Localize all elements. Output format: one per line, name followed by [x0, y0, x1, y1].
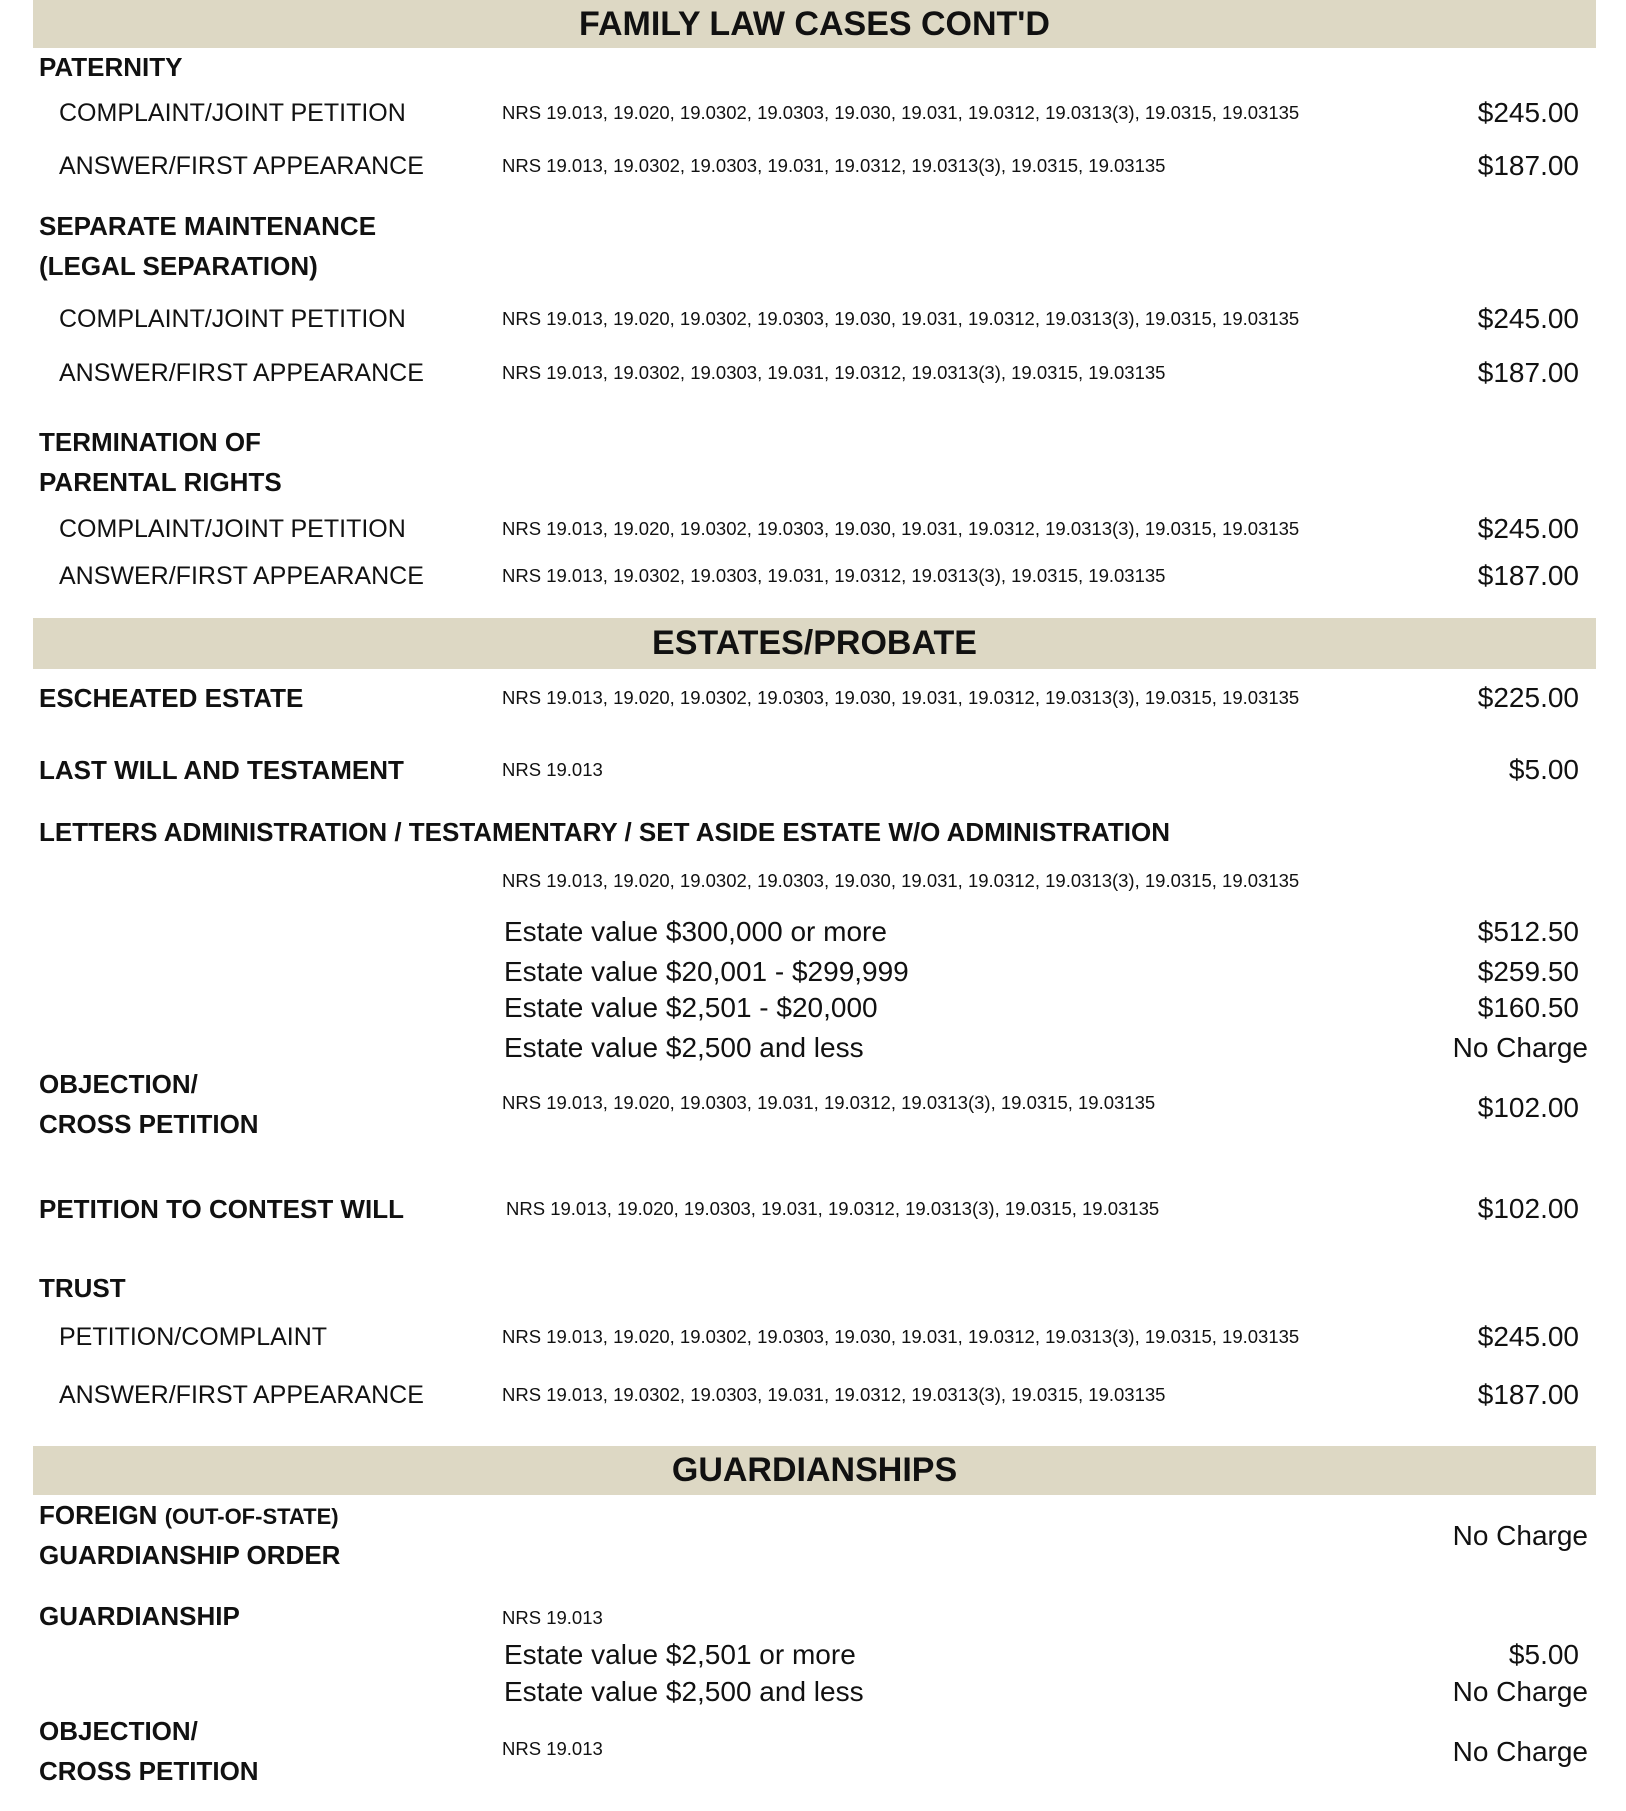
separate-maintenance-title: SEPARATE MAINTENANCE	[39, 211, 377, 241]
foreign-guardianship-title-qualifier: (OUT-OF-STATE)	[164, 1504, 339, 1529]
trust-petition-fee: $245.00	[1477, 1321, 1579, 1352]
termination-complaint-label: COMPLAINT/JOINT PETITION	[59, 515, 406, 543]
separate-answer-nrs: NRS 19.013, 19.0302, 19.0303, 19.031, 19.0312, 19.0313(3), 19.0315, 19.03135	[502, 362, 1166, 383]
trust-petition-nrs: NRS 19.013, 19.020, 19.0302, 19.0303, 19.030, 19.031, 19.0312, 19.0313(3), 19.0315, 19.03135	[502, 1326, 1300, 1347]
trust-answer-fee: $187.00	[1477, 1379, 1579, 1410]
section-header-family-law: FAMILY LAW CASES CONT'D	[33, 0, 1596, 48]
guardianship-objection-fee: No Charge	[1452, 1736, 1588, 1767]
paternity-complaint-fee: $245.00	[1477, 97, 1579, 128]
letters-tier-4-label: Estate value $2,500 and less	[504, 1032, 864, 1063]
paternity-complaint-nrs: NRS 19.013, 19.020, 19.0302, 19.0303, 19.030, 19.031, 19.0312, 19.0313(3), 19.0315, 19.03135	[502, 102, 1300, 123]
paternity-answer-nrs: NRS 19.013, 19.0302, 19.0303, 19.031, 19.0312, 19.0313(3), 19.0315, 19.03135	[502, 155, 1166, 176]
letters-administration-title: LETTERS ADMINISTRATION / TESTAMENTARY / SET ASIDE ESTATE W/O ADMINISTRATION	[39, 817, 1170, 847]
guardianship-title: GUARDIANSHIP	[39, 1601, 240, 1631]
escheated-estate-nrs: NRS 19.013, 19.020, 19.0302, 19.0303, 19.030, 19.031, 19.0312, 19.0313(3), 19.0315, 19.03135	[502, 687, 1300, 708]
trust-title: TRUST	[39, 1273, 126, 1303]
foreign-guardianship-subtitle: GUARDIANSHIP ORDER	[39, 1540, 341, 1570]
separate-answer-fee: $187.00	[1477, 357, 1579, 388]
paternity-title: PATERNITY	[39, 52, 183, 82]
trust-petition-label: PETITION/COMPLAINT	[59, 1323, 328, 1351]
escheated-estate-title: ESCHEATED ESTATE	[39, 683, 304, 713]
guardianship-objection-title: OBJECTION/	[39, 1716, 198, 1746]
termination-answer-label: ANSWER/FIRST APPEARANCE	[59, 562, 424, 590]
estate-objection-title: OBJECTION/	[39, 1069, 198, 1099]
last-will-title: LAST WILL AND TESTAMENT	[39, 755, 404, 785]
separate-complaint-label: COMPLAINT/JOINT PETITION	[59, 305, 406, 333]
letters-tier-2-fee: $259.50	[1477, 956, 1579, 987]
contest-will-title: PETITION TO CONTEST WILL	[39, 1194, 404, 1224]
separate-complaint-fee: $245.00	[1477, 303, 1579, 334]
termination-complaint-fee: $245.00	[1477, 513, 1579, 544]
separate-complaint-nrs: NRS 19.013, 19.020, 19.0302, 19.0303, 19.030, 19.031, 19.0312, 19.0313(3), 19.0315, 19.03135	[502, 308, 1300, 329]
guardianship-tier-1-label: Estate value $2,501 or more	[504, 1639, 856, 1670]
last-will-fee: $5.00	[1508, 754, 1579, 785]
foreign-guardianship-title-main: FOREIGN	[39, 1500, 158, 1530]
foreign-guardianship-title	[39, 1502, 339, 1528]
guardianship-nrs: NRS 19.013	[502, 1607, 603, 1628]
termination-answer-fee: $187.00	[1477, 560, 1579, 591]
estate-objection-fee: $102.00	[1477, 1092, 1579, 1123]
termination-subtitle: PARENTAL RIGHTS	[39, 467, 282, 497]
guardianship-objection-nrs: NRS 19.013	[502, 1738, 603, 1759]
termination-title: TERMINATION OF	[39, 427, 261, 457]
escheated-estate-fee: $225.00	[1477, 682, 1579, 713]
contest-will-fee: $102.00	[1477, 1193, 1579, 1224]
section-header-guardianships: GUARDIANSHIPS	[33, 1446, 1596, 1495]
estate-objection-subtitle: CROSS PETITION	[39, 1109, 259, 1139]
letters-tier-2-label: Estate value $20,001 - $299,999	[504, 956, 909, 987]
separate-maintenance-subtitle: (LEGAL SEPARATION)	[39, 251, 318, 281]
termination-answer-nrs: NRS 19.013, 19.0302, 19.0303, 19.031, 19.0312, 19.0313(3), 19.0315, 19.03135	[502, 565, 1166, 586]
paternity-complaint-label: COMPLAINT/JOINT PETITION	[59, 99, 406, 127]
paternity-answer-label: ANSWER/FIRST APPEARANCE	[59, 152, 424, 180]
guardianship-tier-2-label: Estate value $2,500 and less	[504, 1676, 864, 1707]
contest-will-nrs: NRS 19.013, 19.020, 19.0303, 19.031, 19.0312, 19.0313(3), 19.0315, 19.03135	[506, 1198, 1160, 1219]
letters-tier-3-label: Estate value $2,501 - $20,000	[504, 992, 878, 1023]
estate-objection-nrs: NRS 19.013, 19.020, 19.0303, 19.031, 19.0312, 19.0313(3), 19.0315, 19.03135	[502, 1092, 1156, 1113]
letters-administration-nrs: NRS 19.013, 19.020, 19.0302, 19.0303, 19.030, 19.031, 19.0312, 19.0313(3), 19.0315, 19.03135	[502, 870, 1300, 891]
foreign-guardianship-fee: No Charge	[1452, 1520, 1588, 1551]
letters-tier-1-label: Estate value $300,000 or more	[504, 916, 887, 947]
last-will-nrs: NRS 19.013	[502, 759, 603, 780]
separate-answer-label: ANSWER/FIRST APPEARANCE	[59, 359, 424, 387]
guardianship-tier-1-fee: $5.00	[1508, 1639, 1579, 1670]
letters-tier-4-fee: No Charge	[1452, 1032, 1588, 1063]
letters-tier-3-fee: $160.50	[1477, 992, 1579, 1023]
guardianship-objection-subtitle: CROSS PETITION	[39, 1756, 259, 1786]
trust-answer-label: ANSWER/FIRST APPEARANCE	[59, 1381, 424, 1409]
termination-complaint-nrs: NRS 19.013, 19.020, 19.0302, 19.0303, 19.030, 19.031, 19.0312, 19.0313(3), 19.0315, 19.03135	[502, 518, 1300, 539]
letters-tier-1-fee: $512.50	[1477, 916, 1579, 947]
trust-answer-nrs: NRS 19.013, 19.0302, 19.0303, 19.031, 19.0312, 19.0313(3), 19.0315, 19.03135	[502, 1384, 1166, 1405]
guardianship-tier-2-fee: No Charge	[1452, 1676, 1588, 1707]
paternity-answer-fee: $187.00	[1477, 150, 1579, 181]
section-header-estates-probate: ESTATES/PROBATE	[33, 618, 1596, 669]
